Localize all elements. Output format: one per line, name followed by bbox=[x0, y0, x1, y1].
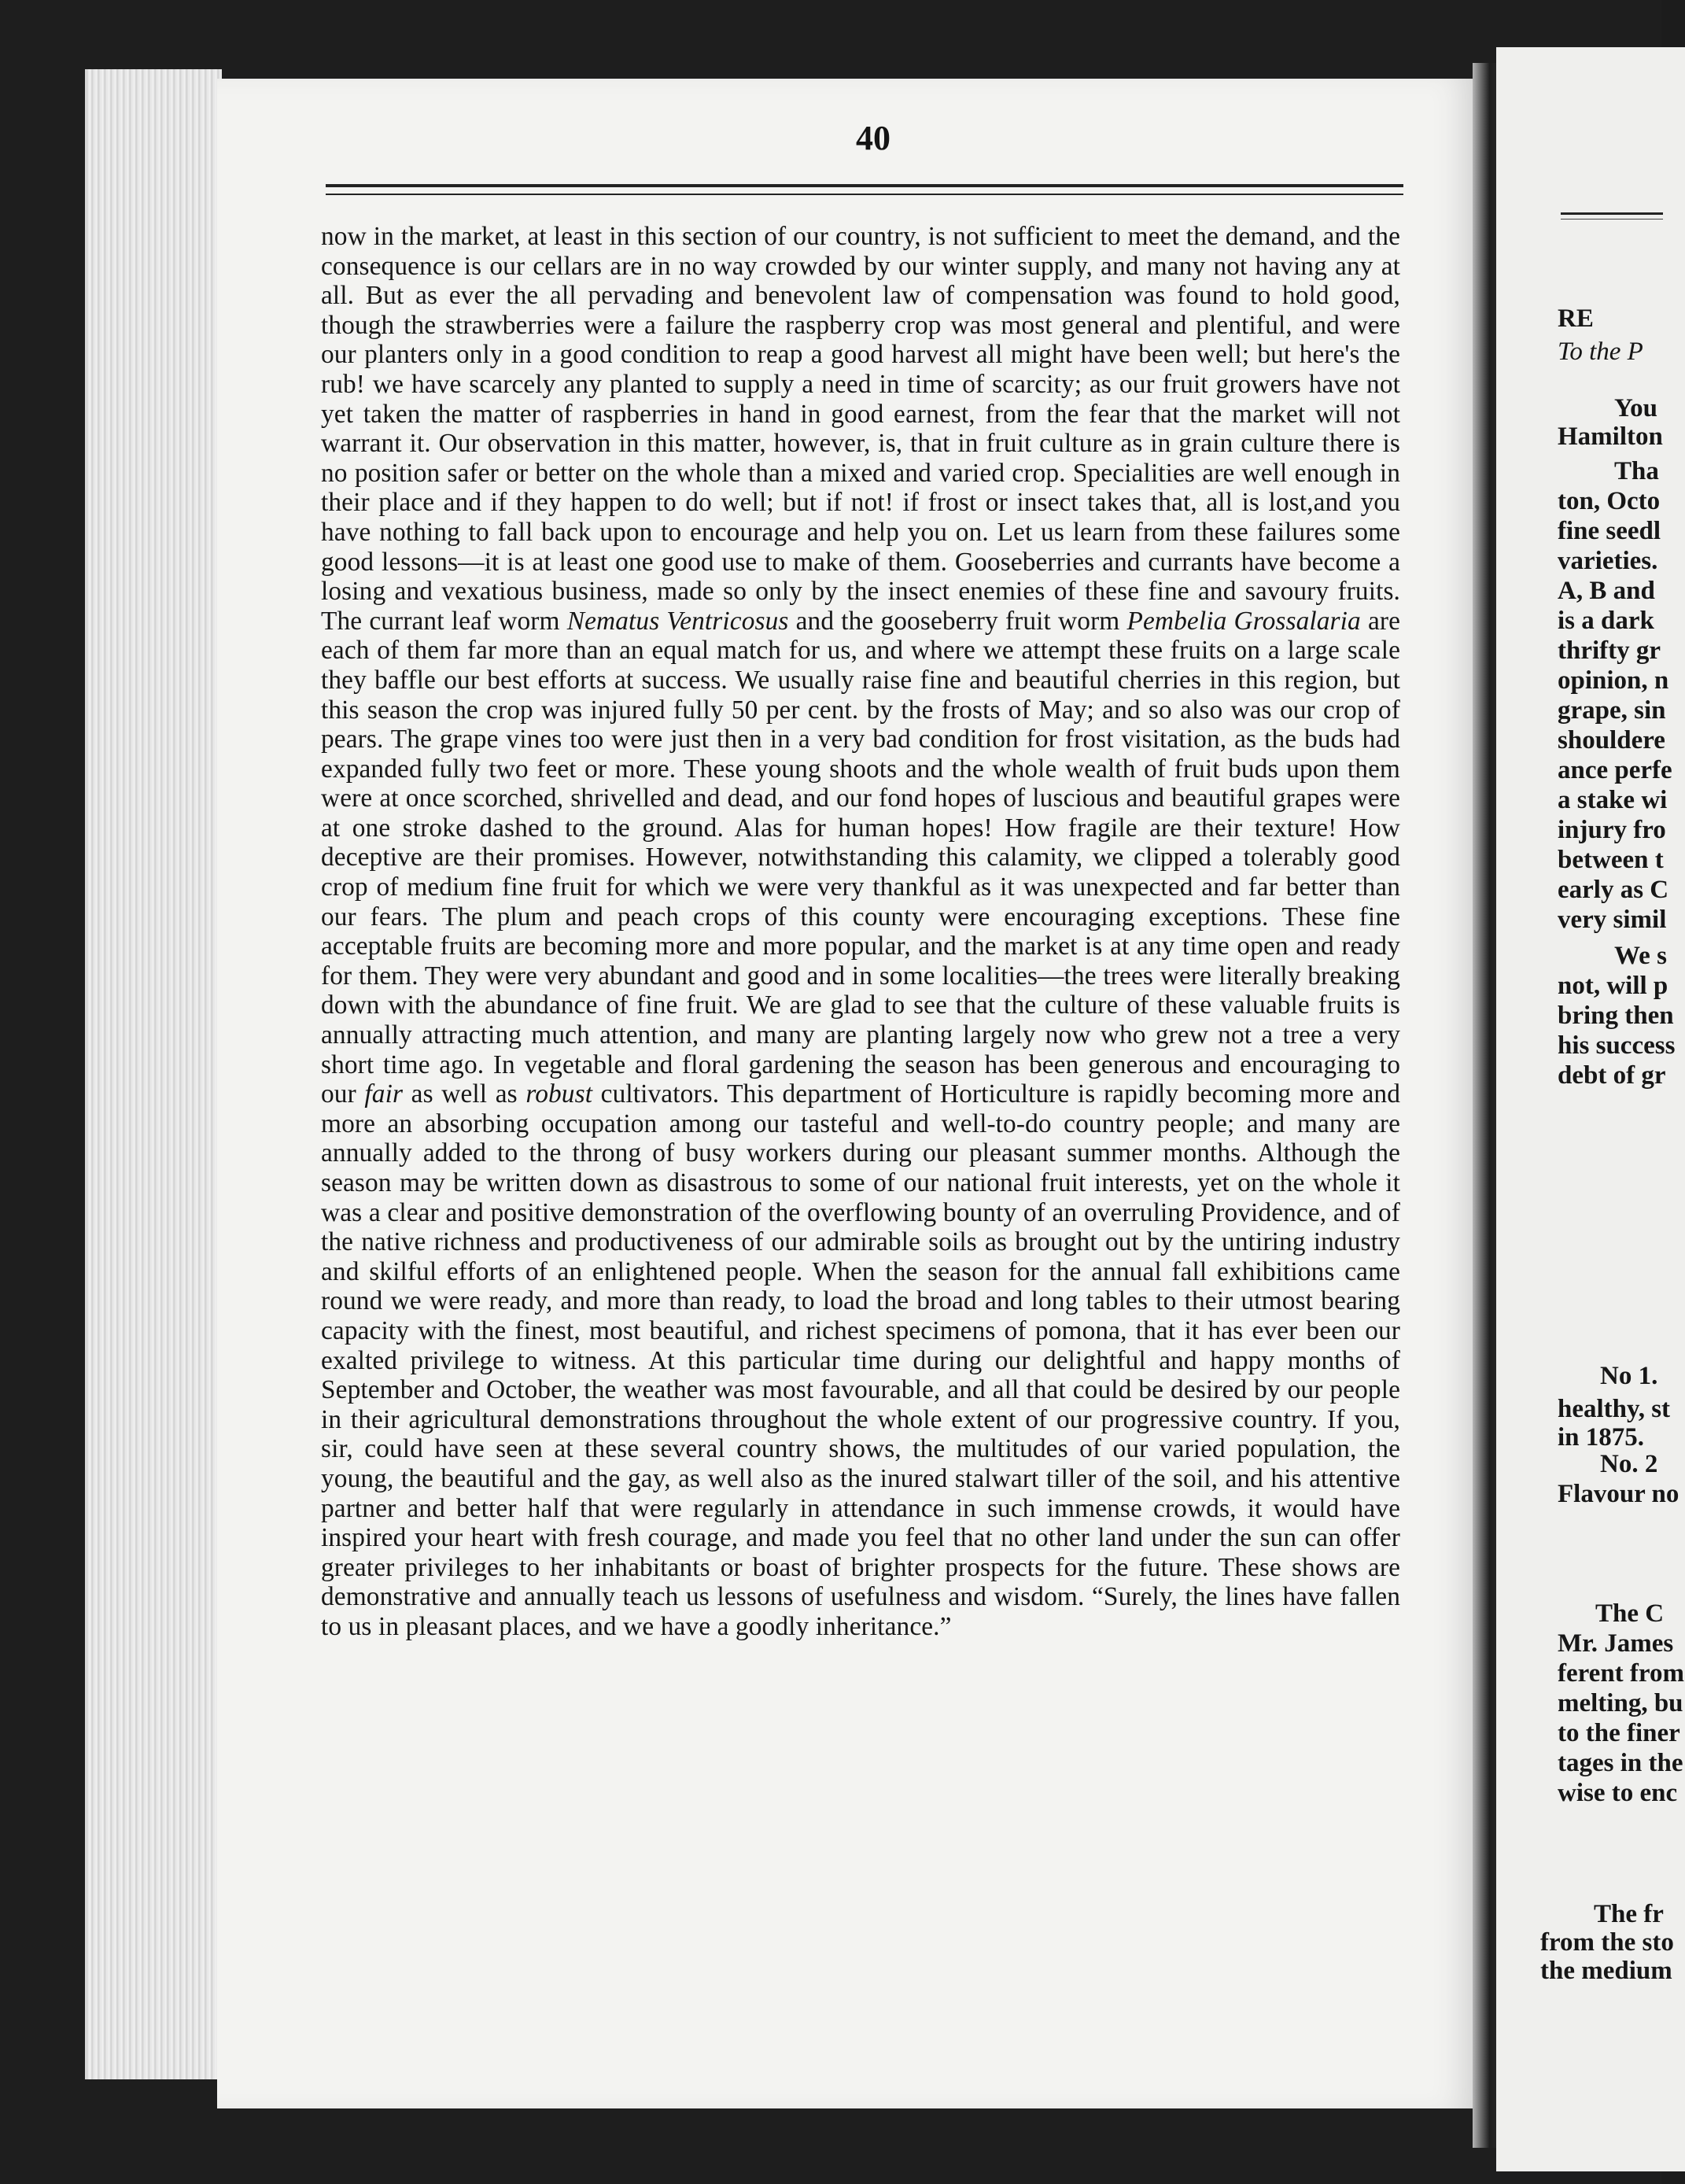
italic-term-nematus: Nematus Ventricosus bbox=[566, 606, 789, 636]
right-page-rule-thin bbox=[1561, 219, 1663, 220]
header-rule-thin bbox=[326, 194, 1403, 195]
right-page-fragment: bring then bbox=[1558, 1002, 1674, 1030]
right-page-fragment: between t bbox=[1558, 846, 1664, 874]
right-page-fragment: The fr bbox=[1594, 1900, 1664, 1928]
body-text-segment: are each of them far more than an equal match for us, and where we attempt these fruits on a large scale they baffle our best efforts at success. We usually raise fine and beautiful cherries in this region, but this season the crop was injured fully 50 per cent. by the frosts of May; and so also was our crop of pears. The grape vines too were just then in a very bad condition for frost visitation, as the buds had expanded fully two feet or more. These young shoots and the whole wealth of fruit buds upon them were at once scorched, shrivelled and dead, and our fond hopes of luscious and beautiful grapes were at one stroke dashed to the ground. Alas for human hopes! How fragile are their texture! How deceptive are their promises. However, notwithstanding this calamity, we clipped a tolerably good crop of medium fine fruit for which we were very thankful as it was unexpected and far better than our fears. The plum and peach crops of this county were encouraging exceptions. These fine acceptable fruits are becoming more and more popular, and the market is at any time open and ready for them. They were very abundant and good and in some localities—the trees were literally breaking down with the abundance of fine fruit. We are glad to see that the culture of these valuable fruits is annually attracting much attention, and many are planting largely now who grew not a tree a very short time ago. In vegetable and floral gardening the season has been generous and encouraging to our bbox=[321, 606, 1400, 1109]
right-page-fragment: Tha bbox=[1614, 457, 1659, 485]
right-page-fragment: thrifty gr bbox=[1558, 636, 1661, 665]
right-page-fragment: The C bbox=[1595, 1599, 1665, 1628]
right-page-fragment: RE bbox=[1558, 304, 1594, 333]
right-page-fragment: from the sto bbox=[1540, 1928, 1674, 1957]
right-page-fragment: ferent from bbox=[1558, 1659, 1684, 1688]
page-number: 40 bbox=[856, 119, 890, 157]
italic-term-pembelia: Pembelia Grossalaria bbox=[1126, 606, 1361, 636]
right-page-fragment: the medium bbox=[1540, 1957, 1672, 1985]
right-page-fragment: No 1. bbox=[1600, 1362, 1658, 1390]
right-page-fragment: debt of gr bbox=[1558, 1061, 1666, 1090]
right-page-fragment: shouldere bbox=[1558, 726, 1665, 754]
right-page-fragment: You bbox=[1614, 394, 1658, 422]
right-page-fragment: in 1875. bbox=[1558, 1423, 1645, 1452]
right-page-fragment: varieties. bbox=[1558, 547, 1658, 575]
right-page-fragment: early as C bbox=[1558, 876, 1669, 904]
right-page-fragment: We s bbox=[1614, 942, 1667, 970]
right-page-fragment: ton, Octo bbox=[1558, 487, 1661, 515]
body-text-segment: as well as bbox=[403, 1079, 526, 1109]
right-page-fragment: ance perfe bbox=[1558, 756, 1672, 784]
book-page-edges bbox=[85, 69, 222, 2079]
right-page-fragment: is a dark bbox=[1558, 607, 1654, 635]
right-page-fragment: his success bbox=[1558, 1031, 1676, 1060]
body-text-segment: and the gooseberry fruit worm bbox=[788, 606, 1127, 636]
right-page-fragment: grape, sin bbox=[1558, 696, 1666, 725]
right-page-fragment: Mr. James bbox=[1558, 1629, 1674, 1658]
body-text-segment: now in the market, at least in this section of our country, is not sufficient to meet the demand, and the consequence is our cellars are in no way crowded by our winter supply, and many not having any at all. But as ever the all pervading and benevolent law of compensation was found to hold good, though the strawberries were a failure the raspberry crop was most general and plentiful, and were our planters only in a good condition to reap a good harvest all might have been well; but here's the rub! we have scarcely any planted to supply a need in time of scarcity; as our fruit growers have not yet taken the matter of raspberries in hand in good earnest, from the fear that the market will not warrant it. Our observation in this matter, however, is, that in fruit culture as in grain culture there is no position safer or better on the whole than a mixed and varied crop. Specialities are well enough in their place and if they happen to do well; but if not! if frost or insect takes that, all is lost,and you have nothing to fall back upon to encourage and help you on. Let us learn from these failures some good lessons—it is at least one good use to make of them. Gooseberries and currants have become a losing and vexatious business, made so only by the insect enemies of these fine and savoury fruits. The currant leaf worm bbox=[321, 222, 1400, 636]
right-page-fragment: wise to enc bbox=[1558, 1779, 1678, 1807]
right-page-fragment: healthy, st bbox=[1558, 1395, 1671, 1423]
right-page-fragment: Hamilton bbox=[1558, 422, 1663, 451]
body-text-segment: cultivators. This department of Horticulture is rapidly becoming more and more an absorbing occupation among our tasteful and well-to-do country people; and many are annually added to the throng of busy workers during our pleasant summer months. Although the season may be written down as disastrous to some of our national fruit interests, yet on the whole it was a clear and positive demonstration of the overflowing bounty of an overruling Providence, and of the native richness and productiveness of our admirable soils as brought out by the untiring industry and skilful efforts of an enlightened people. When the season for the annual fall exhibitions came round we were ready, and more than ready, to load the broad and long tables to their utmost bearing capacity with the finest, most beautiful, and richest specimens of pomona, that it has ever been our exalted privilege to witness. At this particular time during our delightful and happy months of September and October, the weather was most favourable, and all that could be desired by our people in their agricultural demonstrations throughout the whole extent of our progressive country. If you, sir, could have seen at these several country shows, the multitudes of our varied population, the young, the beautiful and the gay, as well also as the inured stalwart tiller of the soil, and his attentive partner and better half that were regularly in attendance in such immense crowds, it would have inspired your heart with fresh courage, and made you feel that no other land under the sun can offer greater privileges to her inhabitants or boast of brighter prospects for the future. These shows are demonstrative and annually teach us lessons of usefulness and wisdom. “Surely, the lines have fallen to us in pleasant places, and we have a goodly inheritance.” bbox=[321, 1079, 1400, 1641]
right-page-fragment: fine seedl bbox=[1558, 517, 1661, 545]
right-page-fragment: opinion, n bbox=[1558, 666, 1669, 695]
header-rule-thick bbox=[326, 184, 1403, 187]
right-page-fragment: very simil bbox=[1558, 906, 1667, 934]
right-page-fragment: not, will p bbox=[1558, 972, 1668, 1000]
right-page-fragment: a stake wi bbox=[1558, 786, 1668, 814]
italic-word-robust: robust bbox=[525, 1079, 593, 1109]
right-page-fragment: tages in the bbox=[1558, 1749, 1683, 1777]
italic-word-fair: fair bbox=[364, 1079, 404, 1109]
body-paragraph bbox=[321, 222, 1400, 1642]
right-page-fragment: injury fro bbox=[1558, 816, 1666, 844]
right-page-fragment: A, B and bbox=[1558, 577, 1655, 605]
right-page-fragment: to the finer bbox=[1558, 1719, 1680, 1747]
right-page-fragment: To the P bbox=[1558, 338, 1643, 366]
right-page-fragment: melting, bu bbox=[1558, 1689, 1683, 1717]
right-page-rule bbox=[1561, 212, 1663, 215]
right-page-fragment: Flavour no bbox=[1558, 1480, 1679, 1508]
right-page-fragment: No. 2 bbox=[1600, 1450, 1658, 1478]
